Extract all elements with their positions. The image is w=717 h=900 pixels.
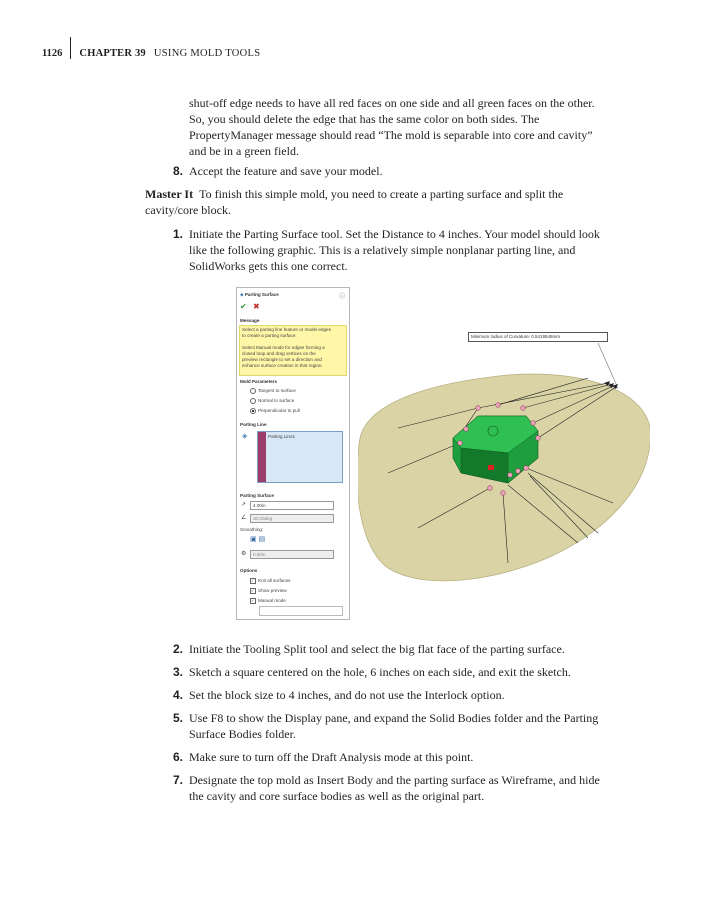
step-text: Make sure to turn off the Draft Analysis mode at this point. [189, 750, 474, 764]
smoothing-distance-icon: ⚙ [241, 551, 247, 557]
step-number: 6. [172, 750, 183, 764]
message-section-header[interactable]: Message [240, 318, 260, 323]
angle-value: 30.00deg [253, 516, 273, 521]
options-header[interactable]: Options [240, 568, 258, 573]
step-7 [167, 772, 659, 804]
text-line: and be in a green field. [189, 144, 299, 158]
edge-select-icon: ◈ [242, 433, 248, 440]
chapter-label: CHAPTER 39 [79, 47, 146, 59]
message-box [239, 325, 347, 376]
text-line: To finish this simple mold, you need to create a parting surface and split the [199, 187, 564, 201]
radio-label: Tangent to surface [258, 388, 296, 394]
option-knit[interactable]: ✓ Knit all surfaces [251, 578, 291, 584]
smoothing-label: Smoothing: [240, 527, 264, 532]
step-number: 7. [172, 773, 183, 787]
help-icon[interactable]: ⓘ [338, 294, 345, 300]
option-preview[interactable]: ✓ Show preview [251, 588, 287, 594]
callout-text: Minimum radius of Curvature: 0.5419545mm [471, 334, 561, 339]
angle-input[interactable] [250, 514, 334, 523]
step-text: Accept the feature and save your model. [189, 164, 383, 178]
master-it [145, 186, 660, 218]
distance-value: 4.00in [253, 503, 266, 508]
radio-label: Normal to surface [258, 398, 295, 404]
parting-line-item[interactable]: Parting Line1 [268, 434, 296, 439]
text-line: cavity/core block. [145, 203, 231, 217]
text-line: Initiate the Parting Surface tool. Set the Distance to 4 inches. Your model should look [189, 227, 600, 241]
step-4 [167, 687, 659, 703]
step-text: Designate the top mold as Insert Body and the parting surface as Wireframe, and hide [189, 773, 600, 787]
message-line: to create a parting surface. [242, 333, 297, 338]
parting-surface-figure [230, 283, 650, 623]
text-line: like the following graphic. This is a relatively simple nonplanar parting line, and [189, 243, 576, 257]
radio-perpendicular[interactable] [250, 408, 300, 414]
text-line: PropertyManager message should read “The mold is separable into core and cavity” [189, 128, 593, 142]
step-number: 5. [172, 711, 183, 725]
option-label: Knit all surfaces [258, 578, 291, 584]
smoothing-value: 0.50in [253, 552, 266, 557]
step-number: 3. [172, 665, 183, 679]
step-2 [167, 641, 659, 657]
radio-tangent[interactable] [250, 388, 296, 394]
close-icon[interactable]: ✖ [252, 302, 260, 311]
master-it-label: Master It [145, 187, 194, 201]
step-5 [167, 710, 659, 742]
message-line: Select Manual mode for edges forming a [242, 345, 325, 350]
mold-parameters-header[interactable]: Mold Parameters [240, 379, 278, 384]
step-number: 2. [172, 642, 183, 656]
step-6 [167, 749, 659, 765]
parting-surface-icon: ◆ [240, 292, 244, 297]
smooth-smoothing-icon[interactable]: ▤ [258, 536, 266, 543]
option-manual[interactable]: ✓ Manual mode [251, 598, 286, 604]
option-label: Manual mode [258, 598, 286, 604]
step-text: Surface Bodies folder. [189, 727, 296, 741]
chapter-title: USING MOLD TOOLS [153, 47, 261, 59]
step-text: Sketch a square centered on the hole, 6 inches on each side, and exit the sketch. [189, 665, 571, 679]
callout-leader [598, 343, 617, 386]
step-8 [167, 163, 659, 179]
smoothing-input[interactable] [250, 550, 334, 559]
model-viewport [358, 313, 650, 623]
step-number: 4. [172, 688, 183, 702]
radio-label: Perpendicular to pull [258, 408, 300, 414]
message-line: Select a parting line feature or model edges [242, 327, 331, 332]
step-text: the cavity and core surface bodies as well as the original part. [189, 789, 485, 803]
property-manager-panel [236, 287, 350, 620]
radio-normal[interactable] [250, 398, 294, 404]
step-number: 8. [172, 164, 183, 178]
text-line: shut-off edge needs to have all red faces on one side and all green faces on the other. [189, 96, 595, 110]
step-text: Set the block size to 4 inches, and do not use the Interlock option. [189, 688, 505, 702]
parting-line-list[interactable] [257, 431, 343, 483]
step-1 [167, 226, 659, 274]
continuation-paragraph [189, 95, 659, 159]
message-line: closed loop and drag vertices on the [242, 351, 316, 356]
curvature-callout [468, 332, 608, 342]
running-header [42, 42, 260, 64]
text-line: So, you should delete the edge that has the same color on both sides. The [189, 112, 540, 126]
header-divider [70, 37, 71, 59]
parting-line-header[interactable]: Parting Line [240, 422, 267, 427]
step-text: Initiate the Tooling Split tool and select the big flat face of the parting surface. [189, 642, 565, 656]
parting-surface-header[interactable]: Parting Surface [240, 493, 274, 498]
message-line: preview rectangle to set a direction and [242, 357, 322, 362]
step-3 [167, 664, 659, 680]
panel-title: Parting Surface [244, 292, 279, 297]
page-number: 1126 [42, 47, 63, 59]
distance-icon: ↗ [241, 502, 247, 508]
text-line: SolidWorks gets this one correct. [189, 259, 348, 273]
message-line: enhance surface creation in that region. [242, 363, 323, 368]
angle-icon: ∠ [241, 515, 247, 521]
distance-input[interactable] [250, 501, 334, 510]
parting-line-item-marker [258, 432, 266, 482]
step-number: 1. [172, 227, 183, 241]
step-text: Use F8 to show the Display pane, and expand the Solid Bodies folder and the Parting [189, 711, 599, 725]
check-icon[interactable]: ✔ [240, 302, 247, 311]
sharp-smoothing-icon[interactable]: ▣ [250, 536, 257, 543]
option-label: Show preview [258, 588, 287, 594]
panel-header [240, 292, 279, 298]
red-face [488, 465, 494, 470]
manual-mode-field[interactable] [259, 606, 343, 616]
